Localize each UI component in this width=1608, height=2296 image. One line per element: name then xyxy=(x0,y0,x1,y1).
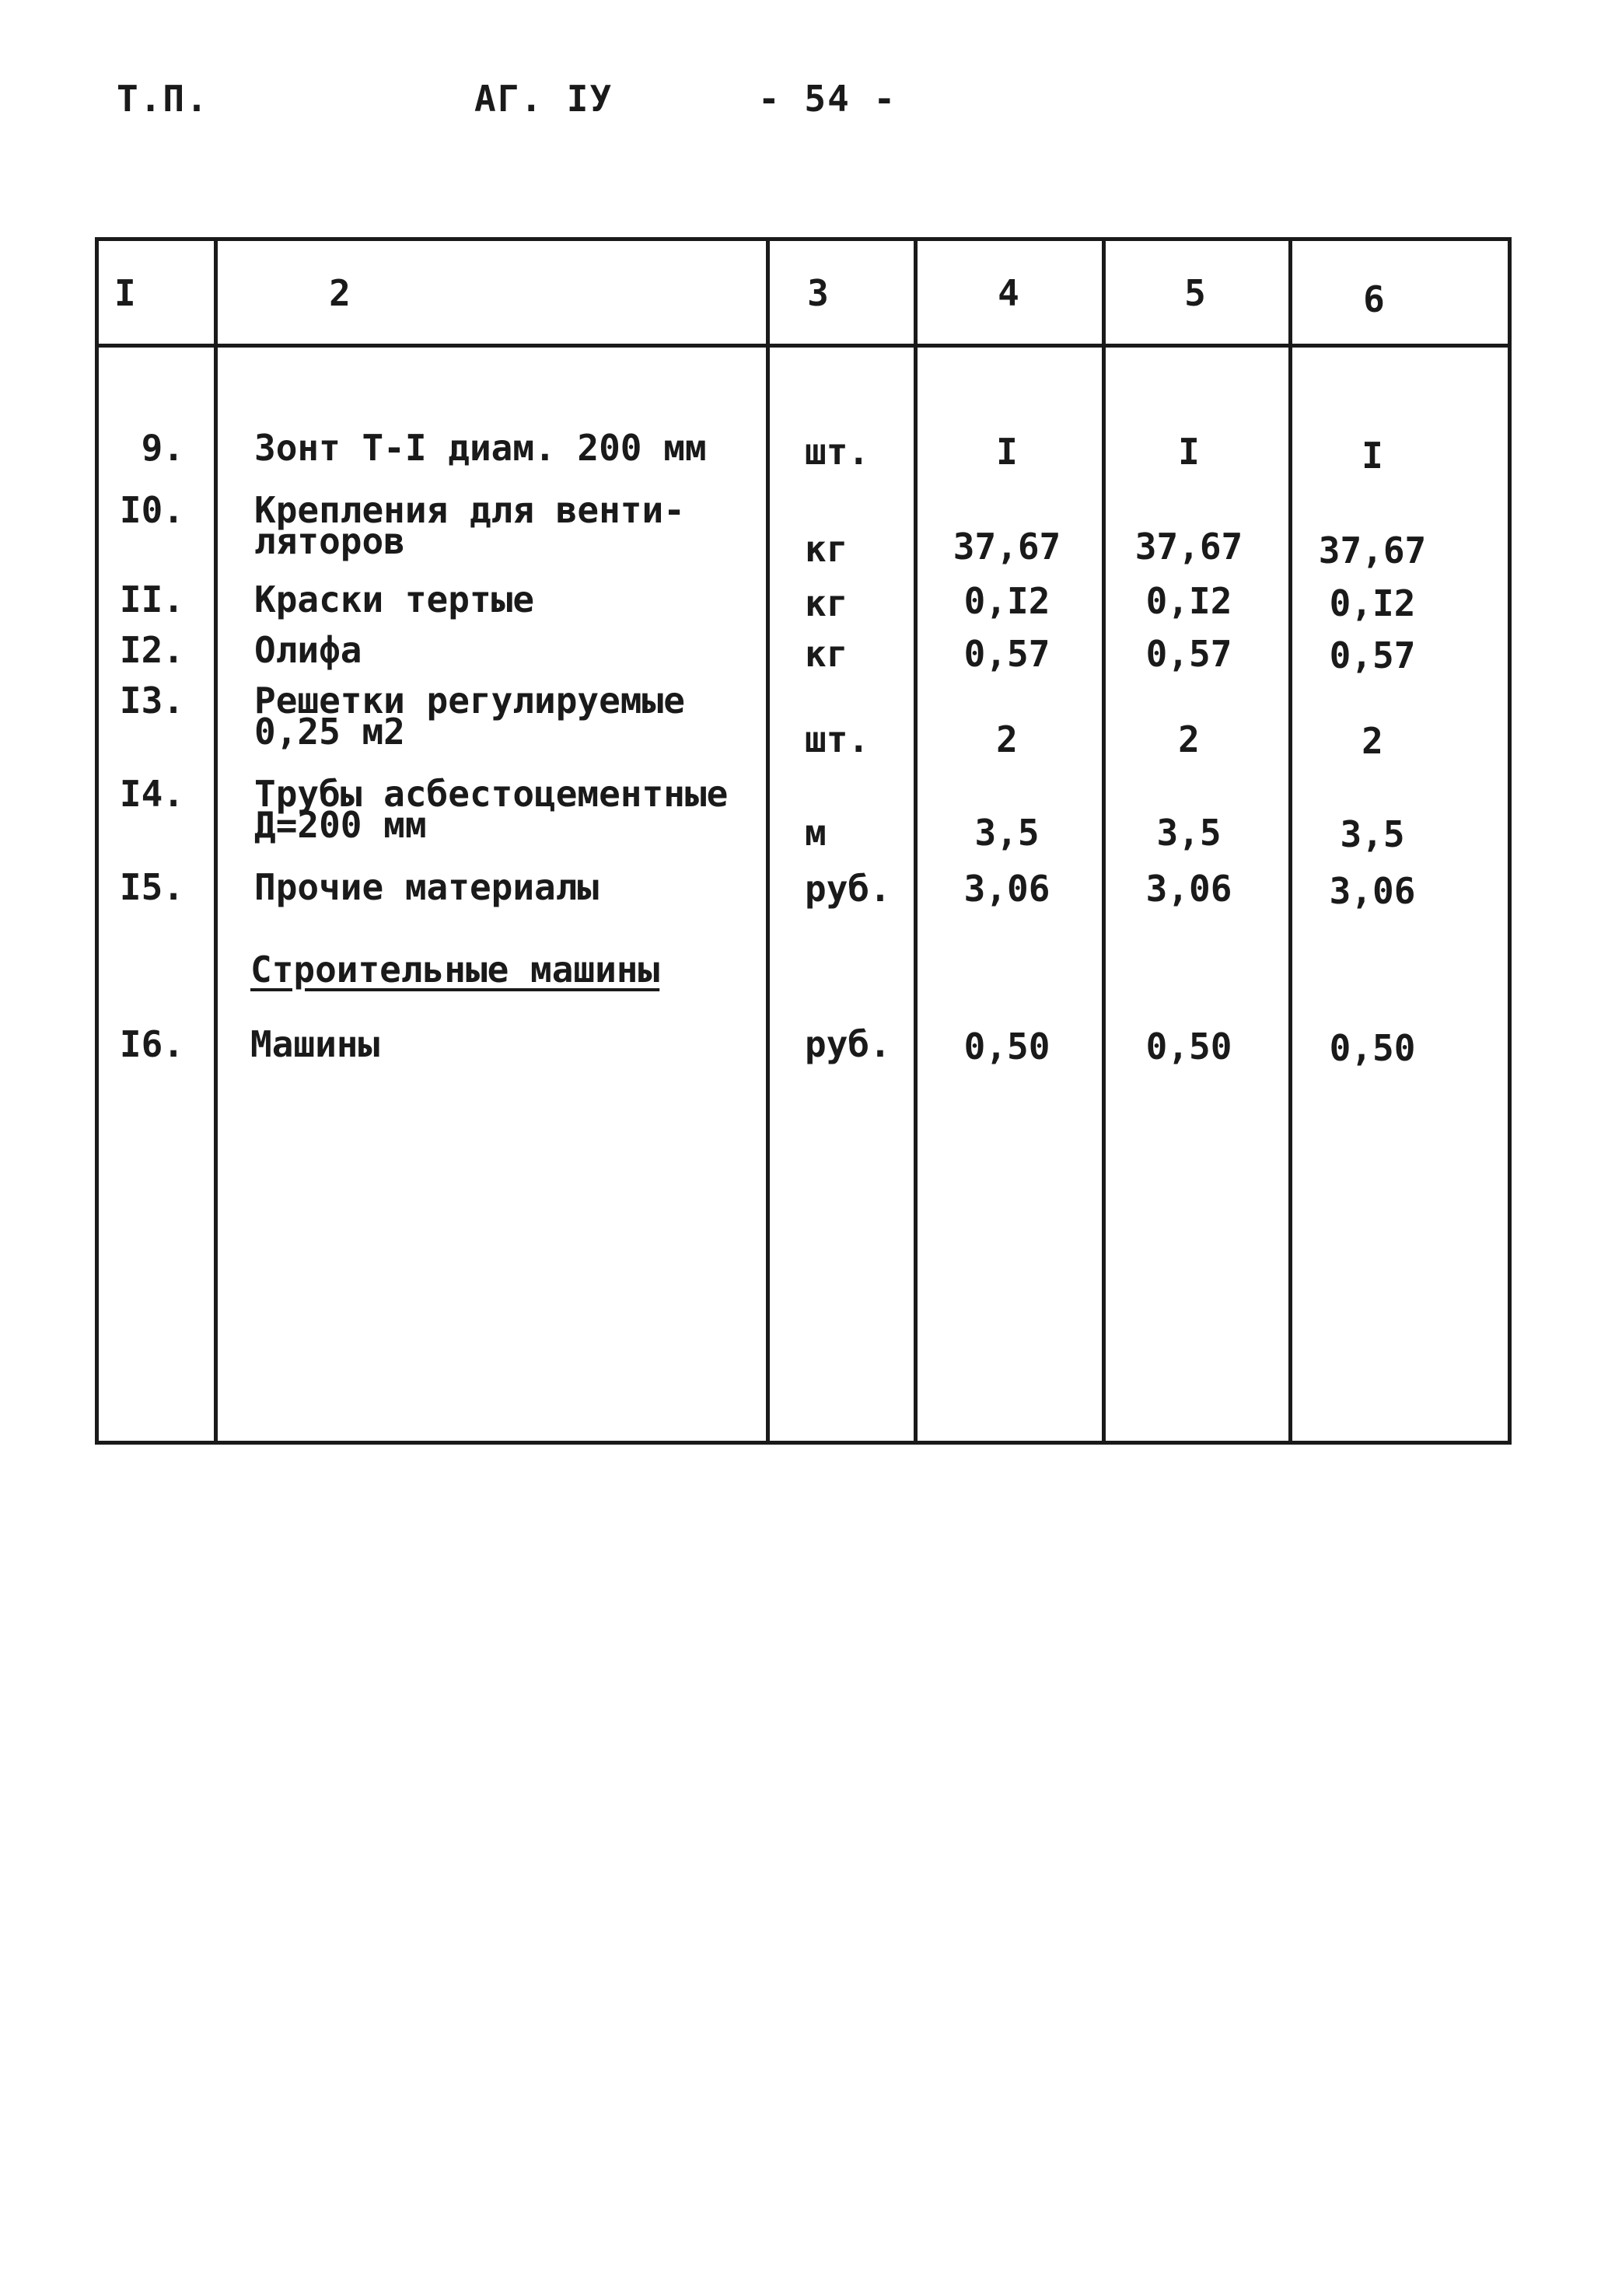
column-divider xyxy=(1288,241,1292,1441)
row-number: I2. xyxy=(119,629,184,671)
row-value-5: 2 xyxy=(1178,718,1200,760)
row-value-6: 2 xyxy=(1362,720,1383,762)
section-title: Строительные машины xyxy=(250,949,660,991)
page-number: - 54 - xyxy=(758,78,897,120)
column-divider xyxy=(214,241,218,1441)
row-value-4: 2 xyxy=(996,718,1018,760)
row-value-6: I xyxy=(1362,435,1383,477)
row-unit: м xyxy=(805,812,827,854)
row-unit: кг xyxy=(805,528,848,570)
album-number: АГ. IУ xyxy=(474,78,613,120)
row-value-5: I xyxy=(1178,431,1200,473)
row-number: II. xyxy=(119,578,184,620)
row-value-4: 0,50 xyxy=(963,1026,1050,1068)
row-value-4: 0,57 xyxy=(963,633,1050,675)
row-description: Прочие материалы xyxy=(254,866,600,908)
row-value-5: 3,5 xyxy=(1156,812,1222,854)
row-description: Краски тертые xyxy=(254,578,535,620)
row-unit: руб. xyxy=(805,1023,891,1065)
row-description-cont: Д=200 мм xyxy=(254,804,427,846)
column-number-1: I xyxy=(114,272,136,314)
column-divider xyxy=(1102,241,1106,1441)
column-number-6: 6 xyxy=(1363,278,1385,320)
row-description: Зонт Т-I диам. 200 мм xyxy=(254,427,707,469)
row-value-5: 37,67 xyxy=(1134,526,1243,568)
row-number: I4. xyxy=(119,773,184,815)
resource-table xyxy=(95,237,1512,1445)
column-divider xyxy=(766,241,770,1441)
column-number-2: 2 xyxy=(329,272,351,314)
column-number-3: 3 xyxy=(807,272,829,314)
row-value-6: 0,I2 xyxy=(1329,582,1416,624)
row-value-4: 0,I2 xyxy=(963,580,1050,622)
row-number: I3. xyxy=(119,680,184,722)
row-description-cont: 0,25 м2 xyxy=(254,711,405,753)
row-value-6: 3,5 xyxy=(1340,813,1405,855)
row-value-6: 3,06 xyxy=(1329,870,1416,912)
row-number: 9. xyxy=(141,427,184,469)
column-number-5: 5 xyxy=(1184,272,1206,314)
row-description: Машины xyxy=(250,1023,380,1065)
row-value-4: 3,5 xyxy=(974,812,1040,854)
row-unit: руб. xyxy=(805,868,891,910)
header-separator xyxy=(99,344,1508,348)
row-value-5: 0,50 xyxy=(1145,1026,1232,1068)
row-description: Олифа xyxy=(254,629,362,671)
row-unit: шт. xyxy=(805,718,870,760)
row-value-6: 0,50 xyxy=(1329,1027,1416,1069)
row-value-4: I xyxy=(996,431,1018,473)
row-unit: кг xyxy=(805,633,848,675)
row-value-5: 0,I2 xyxy=(1145,580,1232,622)
row-description: Трубы асбестоцементные xyxy=(254,773,729,815)
row-number: I0. xyxy=(119,489,184,531)
row-number: I5. xyxy=(119,866,184,908)
row-number: I6. xyxy=(119,1023,184,1065)
row-value-6: 37,67 xyxy=(1318,529,1427,571)
column-number-4: 4 xyxy=(998,272,1019,314)
row-description-cont: ляторов xyxy=(254,520,405,562)
row-value-6: 0,57 xyxy=(1329,634,1416,676)
row-unit: кг xyxy=(805,582,848,624)
row-value-5: 0,57 xyxy=(1145,633,1232,675)
row-description: Крепления для венти- xyxy=(254,489,685,531)
row-description: Решетки регулируемые xyxy=(254,680,685,722)
row-value-4: 3,06 xyxy=(963,868,1050,910)
row-value-5: 3,06 xyxy=(1145,868,1232,910)
row-value-4: 37,67 xyxy=(953,526,1061,568)
row-unit: шт. xyxy=(805,431,870,473)
document-code: Т.П. xyxy=(117,78,209,120)
